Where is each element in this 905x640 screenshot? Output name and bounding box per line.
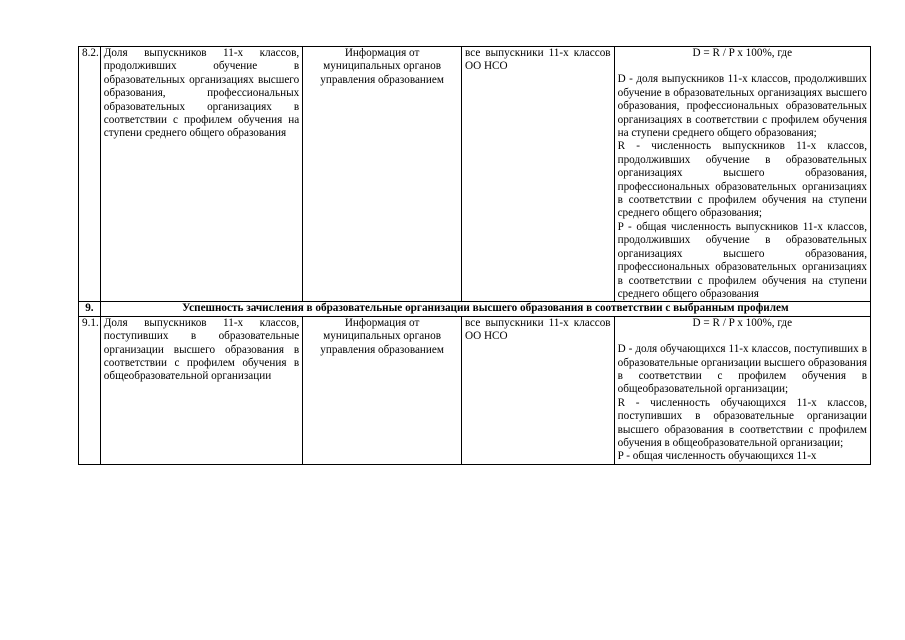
section-header-row bbox=[79, 302, 871, 316]
definition-p: P - общая численность обучающихся 11-х bbox=[617, 450, 817, 463]
definition-d: D - доля выпускников 11-х классов, продолживших обучение в образовательных организациях высшего образования, профессиональных образовательных организациях в соответствии с профилем обучения на ступени среднего общего образования; bbox=[617, 73, 867, 140]
table-row bbox=[79, 47, 871, 302]
indicator-name: Доля выпускников 11-х классов, продолживших обучение в образовательных организациях высшего образования, профессиональных образовательных организациях в соответствии с профилем обучения на ступени среднего общего образования bbox=[100, 47, 302, 302]
definition-d: D - доля обучающихся 11-х классов, поступивших в образовательные организации высшего образования в соответствии с профилем обучения в общеобразовательной организации; bbox=[617, 343, 867, 396]
data-source: Информация от муниципальных органов управления образованием bbox=[303, 47, 462, 302]
row-number: 9.1. bbox=[79, 316, 101, 464]
calculation-method bbox=[614, 316, 870, 464]
section-number: 9. bbox=[79, 302, 101, 316]
definition-p: P - общая численность выпускников 11-х классов, продолживших обучение в образовательных организациях высшего образования, профессиональных образовательных организациях в соответствии с профилем обучения на ступени среднего общего образования bbox=[617, 220, 867, 300]
indicator-name: Доля выпускников 11-х классов, поступивших в образовательные организации высшего образования в соответствии с профилем обучения в общеобразовательной организации bbox=[100, 316, 302, 464]
formula: D = R / P x 100%, где bbox=[692, 316, 793, 329]
data-source: Информация от муниципальных органов управления образованием bbox=[303, 316, 462, 464]
calculation-method bbox=[614, 47, 870, 302]
definition-r: R - численность выпускников 11-х классов, продолживших обучение в образовательных организациях высшего образования, профессиональных образовательных организациях в соответствии с профилем обучения на ступени среднего общего образования; bbox=[617, 140, 867, 220]
row-number: 8.2. bbox=[79, 47, 101, 302]
formula: D = R / P x 100%, где bbox=[692, 47, 793, 59]
scope: все выпускники 11-х классов ОО НСО bbox=[462, 316, 615, 464]
section-title: Успешность зачисления в образовательные организации высшего образования в соответствии с выбранным профилем bbox=[100, 302, 870, 316]
definition-r: R - численность обучающихся 11-х классов, поступивших в образовательные организации высшего образования в соответствии с профилем обучения в общеобразовательной организации; bbox=[617, 396, 867, 449]
table-row bbox=[79, 316, 871, 464]
indicators-table bbox=[78, 46, 871, 465]
scope: все выпускники 11-х классов ОО НСО bbox=[462, 47, 615, 302]
